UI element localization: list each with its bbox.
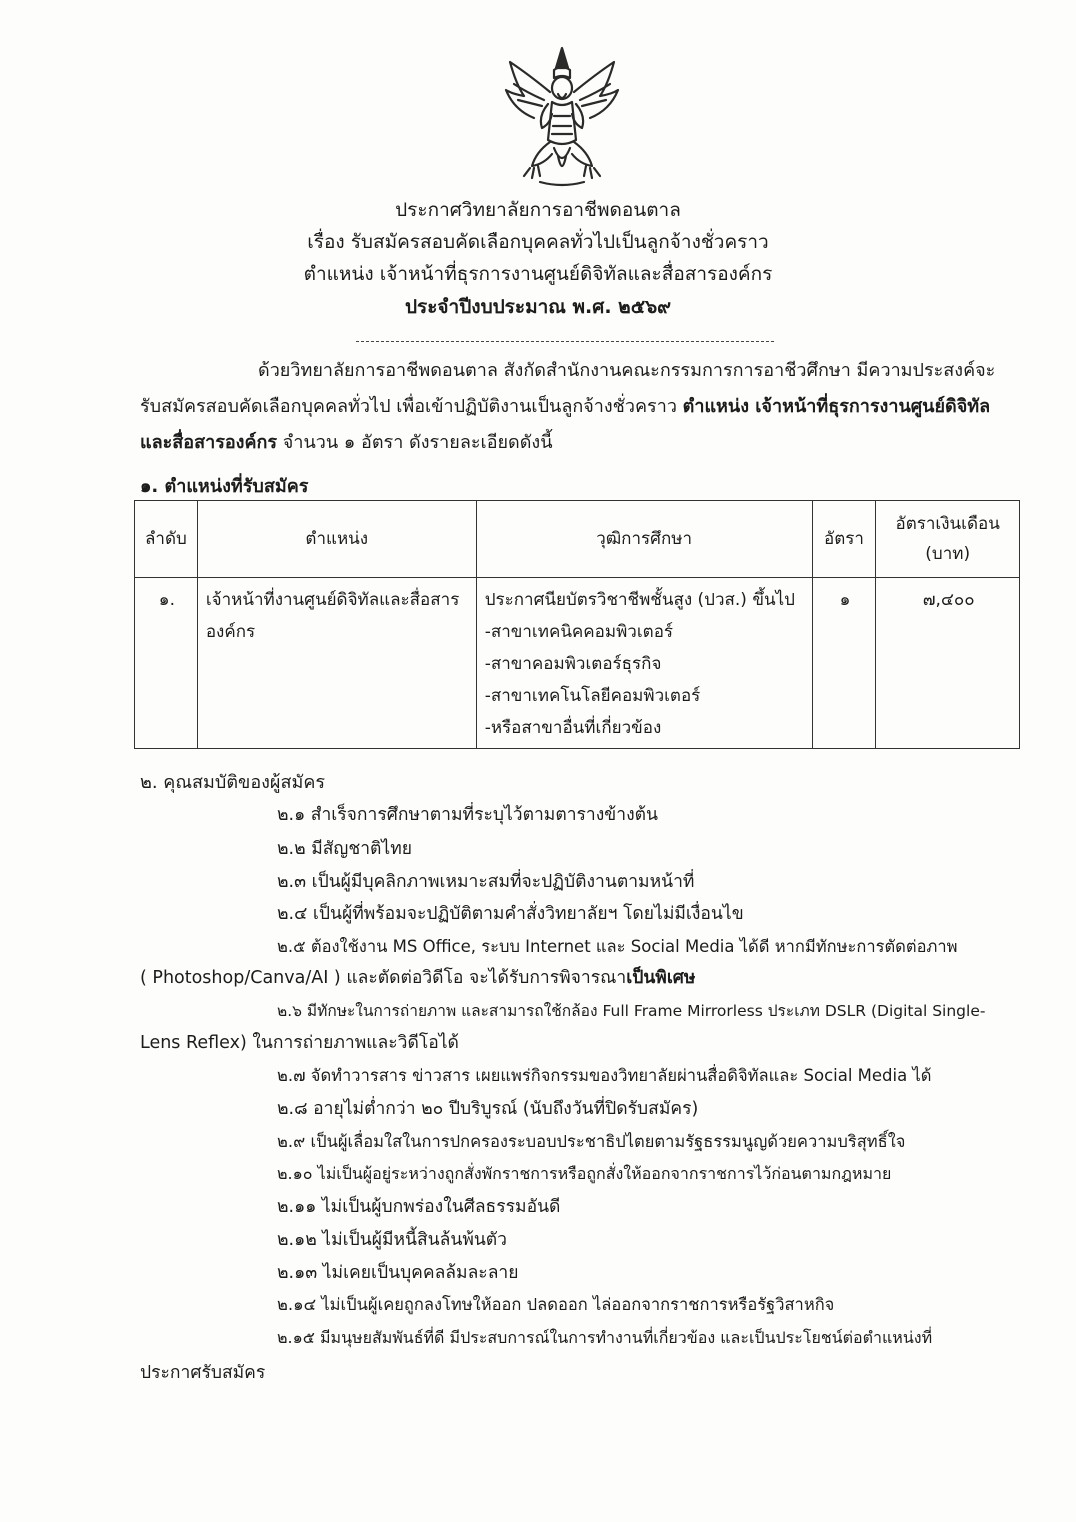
table-row: [135, 578, 1020, 749]
cell-position: [197, 578, 476, 749]
header-position: ตำแหน่ง: [197, 501, 476, 578]
qualification-item-2-4: ๒.๔ เป็นผู้ที่พร้อมจะปฏิบัติตามคำสั่งวิทยาลัยฯ โดยไม่มีเงื่อนไข: [277, 904, 744, 924]
qualification-item-2-5-bold: เป็นพิเศษ: [626, 968, 696, 988]
qualification-item-2-15-cont: ประกาศรับสมัคร: [140, 1363, 266, 1383]
qualification-item-2-10: ๒.๑๐ ไม่เป็นผู้อยู่ระหว่างถูกสั่งพักราชการหรือถูกสั่งให้ออกจากราชการไว้ก่อนตามกฎหมาย: [277, 1164, 892, 1183]
header-salary: [876, 501, 1020, 578]
qualification-item-2-8: ๒.๘ อายุไม่ต่ำกว่า ๒๐ ปีบริบูรณ์ (นับถึงวันที่ปิดรับสมัคร): [277, 1099, 699, 1119]
header-subject: เรื่อง รับสมัครสอบคัดเลือกบุคคลทั่วไปเป็นลูกจ้างชั่วคราว: [307, 231, 769, 253]
header-institution: ประกาศวิทยาลัยการอาชีพดอนตาล: [395, 199, 681, 221]
qualification-item-2-12: ๒.๑๒ ไม่เป็นผู้มีหนี้สินล้นพ้นตัว: [277, 1230, 508, 1250]
header-count: อัตรา: [812, 501, 876, 578]
cell-position-line2: องค์กร: [205, 622, 256, 642]
qualification-line: -สาขาคอมพิวเตอร์ธุรกิจ: [484, 654, 662, 674]
qualification-line: -หรือสาขาอื่นที่เกี่ยวข้อง: [484, 718, 662, 738]
qualification-item-2-15: ๒.๑๕ มีมนุษยสัมพันธ์ที่ดี มีประสบการณ์ในการทำงานที่เกี่ยวข้อง และเป็นประโยชน์ต่อตำแหน่งที่: [277, 1328, 933, 1347]
qualification-item-2-6-cont: Lens Reflex) ในการถ่ายภาพและวิดีโอได้: [140, 1033, 459, 1053]
intro-line-3: [140, 428, 1020, 458]
qualification-item-2-3: ๒.๓ เป็นผู้มีบุคลิกภาพเหมาะสมที่จะปฏิบัติงานตามหน้าที่: [277, 872, 695, 892]
qualification-item-2-5-cont-text: ( Photoshop/Canva/AI ) และตัดต่อวิดีโอ จะได้รับการพิจารณา: [140, 968, 627, 988]
qualification-item-2-5-cont: [140, 965, 695, 991]
intro-position-bold-cont: และสื่อสารองค์กร: [140, 432, 278, 453]
header-salary-line2: (บาท): [925, 544, 971, 564]
intro-line-2-text: รับสมัครสอบคัดเลือกบุคคลทั่วไป เพื่อเข้าปฏิบัติงานเป็นลูกจ้างชั่วคราว: [140, 396, 683, 417]
cell-position-line1: เจ้าหน้าที่งานศูนย์ดิจิทัลและสื่อสาร: [205, 590, 460, 610]
section1-title: ๑. ตำแหน่งที่รับสมัคร: [140, 476, 309, 497]
qualification-item-2-1: ๒.๑ สำเร็จการศึกษาตามที่ระบุไว้ตามตารางข้างต้น: [277, 805, 658, 825]
qualification-item-2-11: ๒.๑๑ ไม่เป็นผู้บกพร่องในศีลธรรมอันดี: [277, 1197, 561, 1217]
qualification-item-2-7: ๒.๗ จัดทำวารสาร ข่าวสาร เผยแพร่กิจกรรมของวิทยาลัยผ่านสื่อดิจิทัลและ Social Media ได้: [277, 1066, 932, 1085]
header-divider: [356, 341, 774, 342]
garuda-emblem-icon: [500, 44, 624, 190]
qualification-item-2-13: ๒.๑๓ ไม่เคยเป็นบุคคลล้มละลาย: [277, 1263, 519, 1283]
cell-count: ๑: [812, 578, 876, 749]
header-no: ลำดับ: [135, 501, 198, 578]
cell-no: ๑.: [135, 578, 198, 749]
table-header-row: [135, 501, 1020, 578]
qualification-item-2-2: ๒.๒ มีสัญชาติไทย: [277, 839, 412, 859]
cell-salary: ๗,๔๐๐: [876, 578, 1020, 749]
qualification-line: -สาขาเทคนิคคอมพิวเตอร์: [484, 622, 674, 642]
header-salary-line1: อัตราเงินเดือน: [895, 514, 1000, 534]
intro-position-bold: ตำแหน่ง เจ้าหน้าที่ธุรการงานศูนย์ดิจิทัล: [682, 396, 991, 417]
cell-qualification: [476, 578, 812, 749]
header-qualification: วุฒิการศึกษา: [476, 501, 812, 578]
header-position: ตำแหน่ง เจ้าหน้าที่ธุรการงานศูนย์ดิจิทัลและสื่อสารองค์กร: [303, 263, 773, 285]
header-fiscal-year: ประจำปีงบประมาณ พ.ศ. ๒๕๖๙: [404, 296, 672, 318]
qualification-item-2-5: ๒.๕ ต้องใช้งาน MS Office, ระบบ Internet และ Social Media ได้ดี หากมีทักษะการตัดต่อภาพ: [277, 937, 958, 956]
intro-line-2: [140, 392, 1020, 422]
section2-title: ๒. คุณสมบัติของผู้สมัคร: [140, 772, 326, 793]
qualification-item-2-6: ๒.๖ มีทักษะในการถ่ายภาพ และสามารถใช้กล้อง Full Frame Mirrorless ประเภท DSLR (Digital Single-: [277, 1002, 986, 1020]
qualification-line: -สาขาเทคโนโลยีคอมพิวเตอร์: [484, 686, 701, 706]
qualification-item-2-14: ๒.๑๔ ไม่เป็นผู้เคยถูกลงโทษให้ออก ปลดออก ไล่ออกจากราชการหรือรัฐวิสาหกิจ: [277, 1295, 835, 1314]
intro-line-3-text: จำนวน ๑ อัตรา ดังรายละเอียดดังนี้: [277, 432, 553, 453]
positions-table: [134, 500, 1020, 749]
intro-line-1: ด้วยวิทยาลัยการอาชีพดอนตาล สังกัดสำนักงานคณะกรรมการการอาชีวศึกษา มีความประสงค์จะ: [258, 360, 996, 381]
qualification-item-2-9: ๒.๙ เป็นผู้เลื่อมใสในการปกครองระบอบประชาธิปไตยตามรัฐธรรมนูญด้วยความบริสุทธิ์ใจ: [277, 1132, 906, 1151]
qualification-line: ประกาศนียบัตรวิชาชีพชั้นสูง (ปวส.) ขึ้นไป: [484, 590, 795, 610]
